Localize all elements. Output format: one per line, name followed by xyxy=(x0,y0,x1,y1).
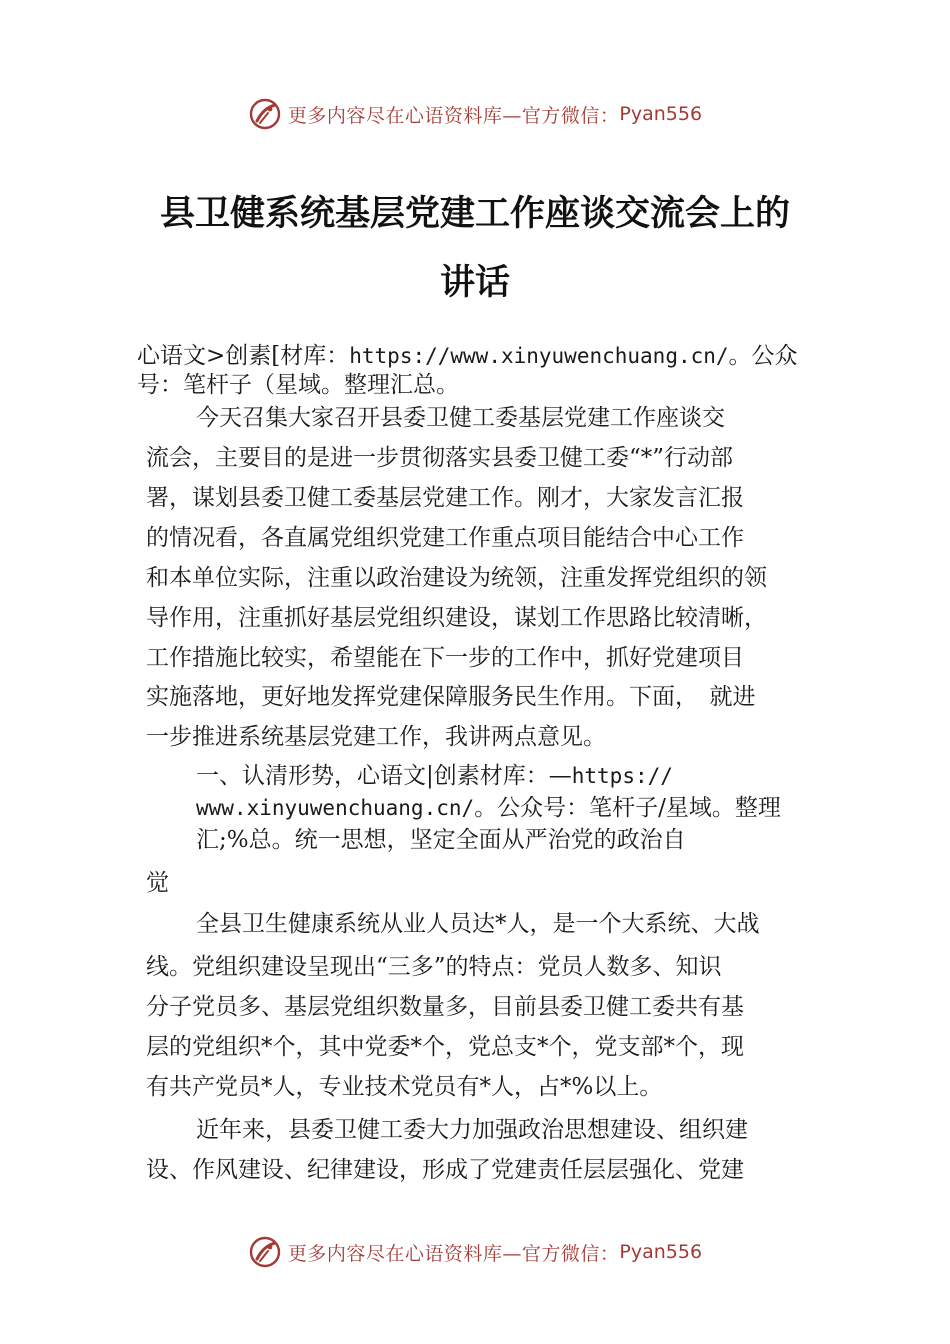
section-heading-url-part-2: www.xinyuwenchuang.cn/ xyxy=(196,796,475,820)
body-line: 层的党组织*个，其中党委*个，党总支*个，党支部*个，现 xyxy=(146,1034,744,1060)
body-line: 近年来，县委卫健工委大力加强政治思想建设、组织建 xyxy=(196,1117,748,1143)
source-note-suffix: 。公众 xyxy=(728,343,798,369)
section-heading-prefix: 一、认清形势，心语文|创素材库：— xyxy=(196,763,572,789)
body-line: 分子党员多、基层党组织数量多，目前县委卫健工委共有基 xyxy=(146,994,744,1020)
banner-wechat-id: Pyan556 xyxy=(619,1241,703,1263)
body-line: 工作措施比较实，希望能在下一步的工作中，抓好党建项目 xyxy=(146,645,744,671)
body-line: 流会，主要目的是进一步贯彻落实县委卫健工委“*”行动部 xyxy=(146,445,734,471)
section-heading-suffix: 。公众号：笔杆子/星域。整理 xyxy=(474,795,781,821)
banner-wechat-id: Pyan556 xyxy=(619,103,703,125)
document-title-line-2: 讲话 xyxy=(439,262,510,303)
body-line: 全县卫生健康系统从业人员达*人，是一个大系统、大战 xyxy=(196,911,760,937)
body-line: 署，谋划县委卫健工委基层党建工作。刚才，大家发言汇报 xyxy=(146,485,744,511)
source-note-url: https://www.xinyuwenchuang.cn/ xyxy=(349,344,729,368)
brand-logo-icon xyxy=(248,97,282,131)
banner-text: 更多内容尽在心语资料库—官方微信： xyxy=(287,104,620,127)
banner-text: 更多内容尽在心语资料库—官方微信： xyxy=(287,1242,620,1265)
document-title-line-1: 县卫健系统基层党建工作座谈交流会上的 xyxy=(159,193,790,234)
body-line: 的情况看，各直属党组织党建工作重点项目能结合中心工作 xyxy=(146,525,744,551)
section-heading-line-4: 觉 xyxy=(146,870,169,896)
section-heading-line-2 xyxy=(196,793,781,823)
body-line: 设、作风建设、纪律建设，形成了党建责任层层强化、党建 xyxy=(146,1157,744,1183)
section-heading-line-3: 汇;%总。统一思想，坚定全面从严治党的政治自 xyxy=(196,827,686,853)
body-line: 实施落地，更好地发挥党建保障服务民生作用。下面， 就进 xyxy=(146,684,756,710)
source-note-prefix: 心语文>创素[材库： xyxy=(137,343,350,369)
header-banner xyxy=(0,94,950,134)
source-note-line-1 xyxy=(137,341,798,371)
body-line: 一步推进系统基层党建工作，我讲两点意见。 xyxy=(146,724,606,750)
body-line: 导作用，注重抓好基层党组织建设，谋划工作思路比较清晰， xyxy=(146,605,767,631)
source-note-line-2: 号：笔杆子（星域。整理汇总。 xyxy=(137,372,459,398)
section-heading-url-part-1: https:// xyxy=(571,764,673,788)
body-line: 有共产党员*人，专业技术党员有*人，占*%以上。 xyxy=(146,1074,663,1100)
brand-logo-icon xyxy=(248,1235,282,1269)
body-line: 线。党组织建设呈现出“三多”的特点：党员人数多、知识 xyxy=(146,954,722,980)
body-line: 今天召集大家召开县委卫健工委基层党建工作座谈交 xyxy=(196,405,725,431)
section-heading-line-1 xyxy=(196,761,673,791)
body-line: 和本单位实际，注重以政治建设为统领，注重发挥党组织的领 xyxy=(146,565,767,591)
footer-banner xyxy=(0,1232,950,1272)
